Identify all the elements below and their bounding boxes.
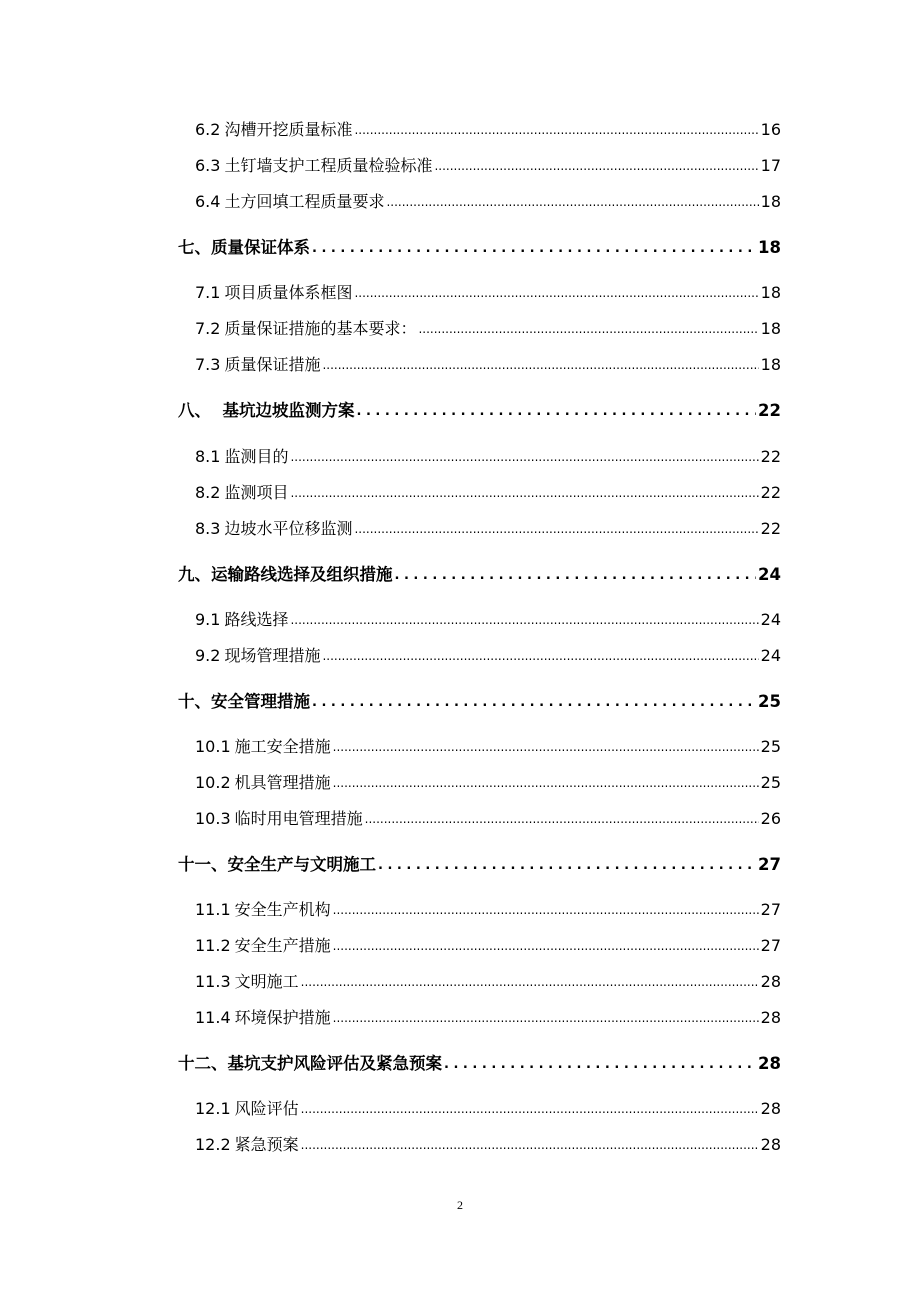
toc-entry-page: 28: [760, 1099, 781, 1118]
toc-entry-page: 18: [760, 192, 781, 211]
toc-entry[interactable]: [195, 970, 781, 994]
toc-entry-number: 九、: [178, 565, 211, 584]
toc-entry-number: 八、: [178, 401, 211, 420]
toc-entry-number: 十二、: [178, 1054, 228, 1073]
toc-entry-title: 临时用电管理措施: [234, 809, 363, 828]
dot-leader: [333, 897, 759, 922]
toc-entry-page: 18: [760, 319, 781, 338]
dot-leader: [301, 1096, 759, 1121]
toc-entry-title: 施工安全措施: [234, 737, 331, 756]
toc-entry[interactable]: [195, 608, 781, 632]
toc-entry[interactable]: [195, 735, 781, 759]
toc-entry-number: 11.1: [195, 900, 231, 919]
toc-entry-title: 安全生产机构: [234, 900, 331, 919]
toc-entry-page: 18: [758, 238, 781, 257]
toc-entry-page: 22: [758, 401, 781, 420]
dot-leader: [290, 444, 758, 469]
toc-entry-title: 环境保护措施: [234, 1008, 331, 1027]
toc-entry-number: 6.4: [195, 192, 221, 211]
toc-entry[interactable]: [195, 1006, 781, 1030]
toc-entry-page: 28: [760, 1135, 781, 1154]
toc-entry[interactable]: [195, 353, 781, 377]
toc-entry-number: 7.1: [195, 283, 221, 302]
dot-leader: [395, 562, 757, 588]
toc-entry-title: 机具管理措施: [234, 773, 331, 792]
toc-entry[interactable]: [195, 281, 781, 305]
toc-entry-title: 现场管理措施: [224, 646, 321, 665]
toc-entry-number: 11.2: [195, 936, 231, 955]
toc-entry[interactable]: [195, 317, 781, 341]
toc-entry-title: 监测目的: [224, 447, 289, 466]
toc-chapter-entry[interactable]: [178, 399, 781, 423]
toc-entry-title: 安全生产与文明施工: [227, 855, 376, 874]
toc-entry-number: 8.3: [195, 519, 221, 538]
toc-entry[interactable]: [195, 644, 781, 668]
toc-entry-number: 12.2: [195, 1135, 231, 1154]
dot-leader: [290, 480, 758, 505]
dot-leader: [434, 153, 758, 178]
toc-entry-title: 质量保证措施: [224, 355, 321, 374]
toc-entry-page: 27: [760, 936, 781, 955]
toc-entry-number: 7.2: [195, 319, 221, 338]
toc-entry-page: 16: [760, 120, 781, 139]
dot-leader: [333, 1005, 759, 1030]
toc-chapter-entry[interactable]: [178, 563, 781, 587]
toc-entry[interactable]: [195, 118, 781, 142]
toc-entry-number: 十一、: [178, 855, 228, 874]
toc-chapter-entry[interactable]: [178, 853, 781, 877]
dot-leader: [333, 933, 759, 958]
page-number: 2: [457, 1198, 463, 1212]
toc-entry-title: 土方回填工程质量要求: [224, 192, 385, 211]
dot-leader: [312, 235, 756, 261]
toc-entry-page: 28: [760, 1008, 781, 1027]
toc-entry-page: 27: [758, 855, 781, 874]
toc-entry-page: 24: [760, 610, 781, 629]
toc-entry-number: 10.2: [195, 773, 231, 792]
toc-entry[interactable]: [195, 1097, 781, 1121]
toc-entry-title: 基坑支护风险评估及紧急预案: [227, 1054, 442, 1073]
toc-chapter-entry[interactable]: [178, 1052, 781, 1076]
toc-entry-page: 18: [760, 283, 781, 302]
toc-entry[interactable]: [195, 1133, 781, 1157]
dot-leader: [354, 117, 758, 142]
dot-leader: [301, 969, 759, 994]
toc-entry[interactable]: [195, 154, 781, 178]
toc-entry-page: 25: [758, 692, 781, 711]
toc-entry-number: 12.1: [195, 1099, 231, 1118]
toc-entry-number: 10.1: [195, 737, 231, 756]
toc-chapter-entry[interactable]: [178, 236, 781, 260]
toc-entry-title: 紧急预案: [234, 1135, 299, 1154]
dot-leader: [322, 643, 758, 668]
toc-entry-title: 监测项目: [224, 483, 289, 502]
dot-leader: [354, 516, 758, 541]
toc-entry-title: 风险评估: [234, 1099, 299, 1118]
toc-entry[interactable]: [195, 934, 781, 958]
toc-entry-page: 22: [760, 483, 781, 502]
toc-entry-number: 6.3: [195, 156, 221, 175]
toc-entry-number: 10.3: [195, 809, 231, 828]
toc-entry-page: 27: [760, 900, 781, 919]
toc-entry-number: 七、: [178, 238, 211, 257]
dot-leader: [418, 316, 758, 341]
dot-leader: [386, 189, 758, 214]
toc-entry[interactable]: [195, 481, 781, 505]
dot-leader: [333, 770, 759, 795]
toc-entry-number: 8.1: [195, 447, 221, 466]
toc-entry-title: 土钉墙支护工程质量检验标准: [224, 156, 433, 175]
toc-entry-page: 17: [760, 156, 781, 175]
toc-entry-title: 安全生产措施: [234, 936, 331, 955]
dot-leader: [322, 352, 758, 377]
toc-entry-number: 6.2: [195, 120, 221, 139]
toc-entry-number: 9.2: [195, 646, 221, 665]
toc-entry-title: 运输路线选择及组织措施: [211, 565, 393, 584]
dot-leader: [301, 1132, 759, 1157]
toc-entry-title: 基坑边坡监测方案: [211, 401, 355, 420]
toc-entry-title: 文明施工: [234, 972, 299, 991]
toc-entry-number: 11.3: [195, 972, 231, 991]
toc-entry-page: 22: [760, 519, 781, 538]
toc-entry[interactable]: [195, 445, 781, 469]
toc-entry[interactable]: [195, 517, 781, 541]
toc-entry-page: 22: [760, 447, 781, 466]
dot-leader: [333, 734, 759, 759]
toc-entry-title: 路线选择: [224, 610, 289, 629]
toc-entry-page: 25: [760, 773, 781, 792]
toc-entry-title: 边坡水平位移监测: [224, 519, 353, 538]
toc-entry-page: 28: [760, 972, 781, 991]
toc-entry-title: 质量保证体系: [211, 238, 310, 257]
dot-leader: [378, 852, 756, 878]
dot-leader: [354, 280, 758, 305]
toc-entry-page: 24: [758, 565, 781, 584]
toc-chapter-entry[interactable]: [178, 690, 781, 714]
toc-entry-page: 18: [760, 355, 781, 374]
toc-entry-number: 8.2: [195, 483, 221, 502]
toc-entry-page: 28: [758, 1054, 781, 1073]
dot-leader: [290, 607, 758, 632]
toc-entry[interactable]: [195, 807, 781, 831]
toc-entry[interactable]: [195, 190, 781, 214]
toc-entry-number: 7.3: [195, 355, 221, 374]
toc-entry-page: 25: [760, 737, 781, 756]
toc-entry-title: 安全管理措施: [211, 692, 310, 711]
toc-entry-page: 26: [760, 809, 781, 828]
toc-entry-number: 9.1: [195, 610, 221, 629]
toc-entry[interactable]: [195, 898, 781, 922]
toc-entry-title: 沟槽开挖质量标准: [224, 120, 353, 139]
dot-leader: [365, 806, 759, 831]
toc-entry[interactable]: [195, 771, 781, 795]
toc-entry-number: 11.4: [195, 1008, 231, 1027]
dot-leader: [444, 1051, 756, 1077]
toc-entry-title: 质量保证措施的基本要求：: [224, 319, 417, 338]
toc-entry-title: 项目质量体系框图: [224, 283, 353, 302]
toc-entry-page: 24: [760, 646, 781, 665]
dot-leader: [357, 398, 757, 424]
dot-leader: [312, 689, 756, 715]
toc-entry-number: 十、: [178, 692, 211, 711]
